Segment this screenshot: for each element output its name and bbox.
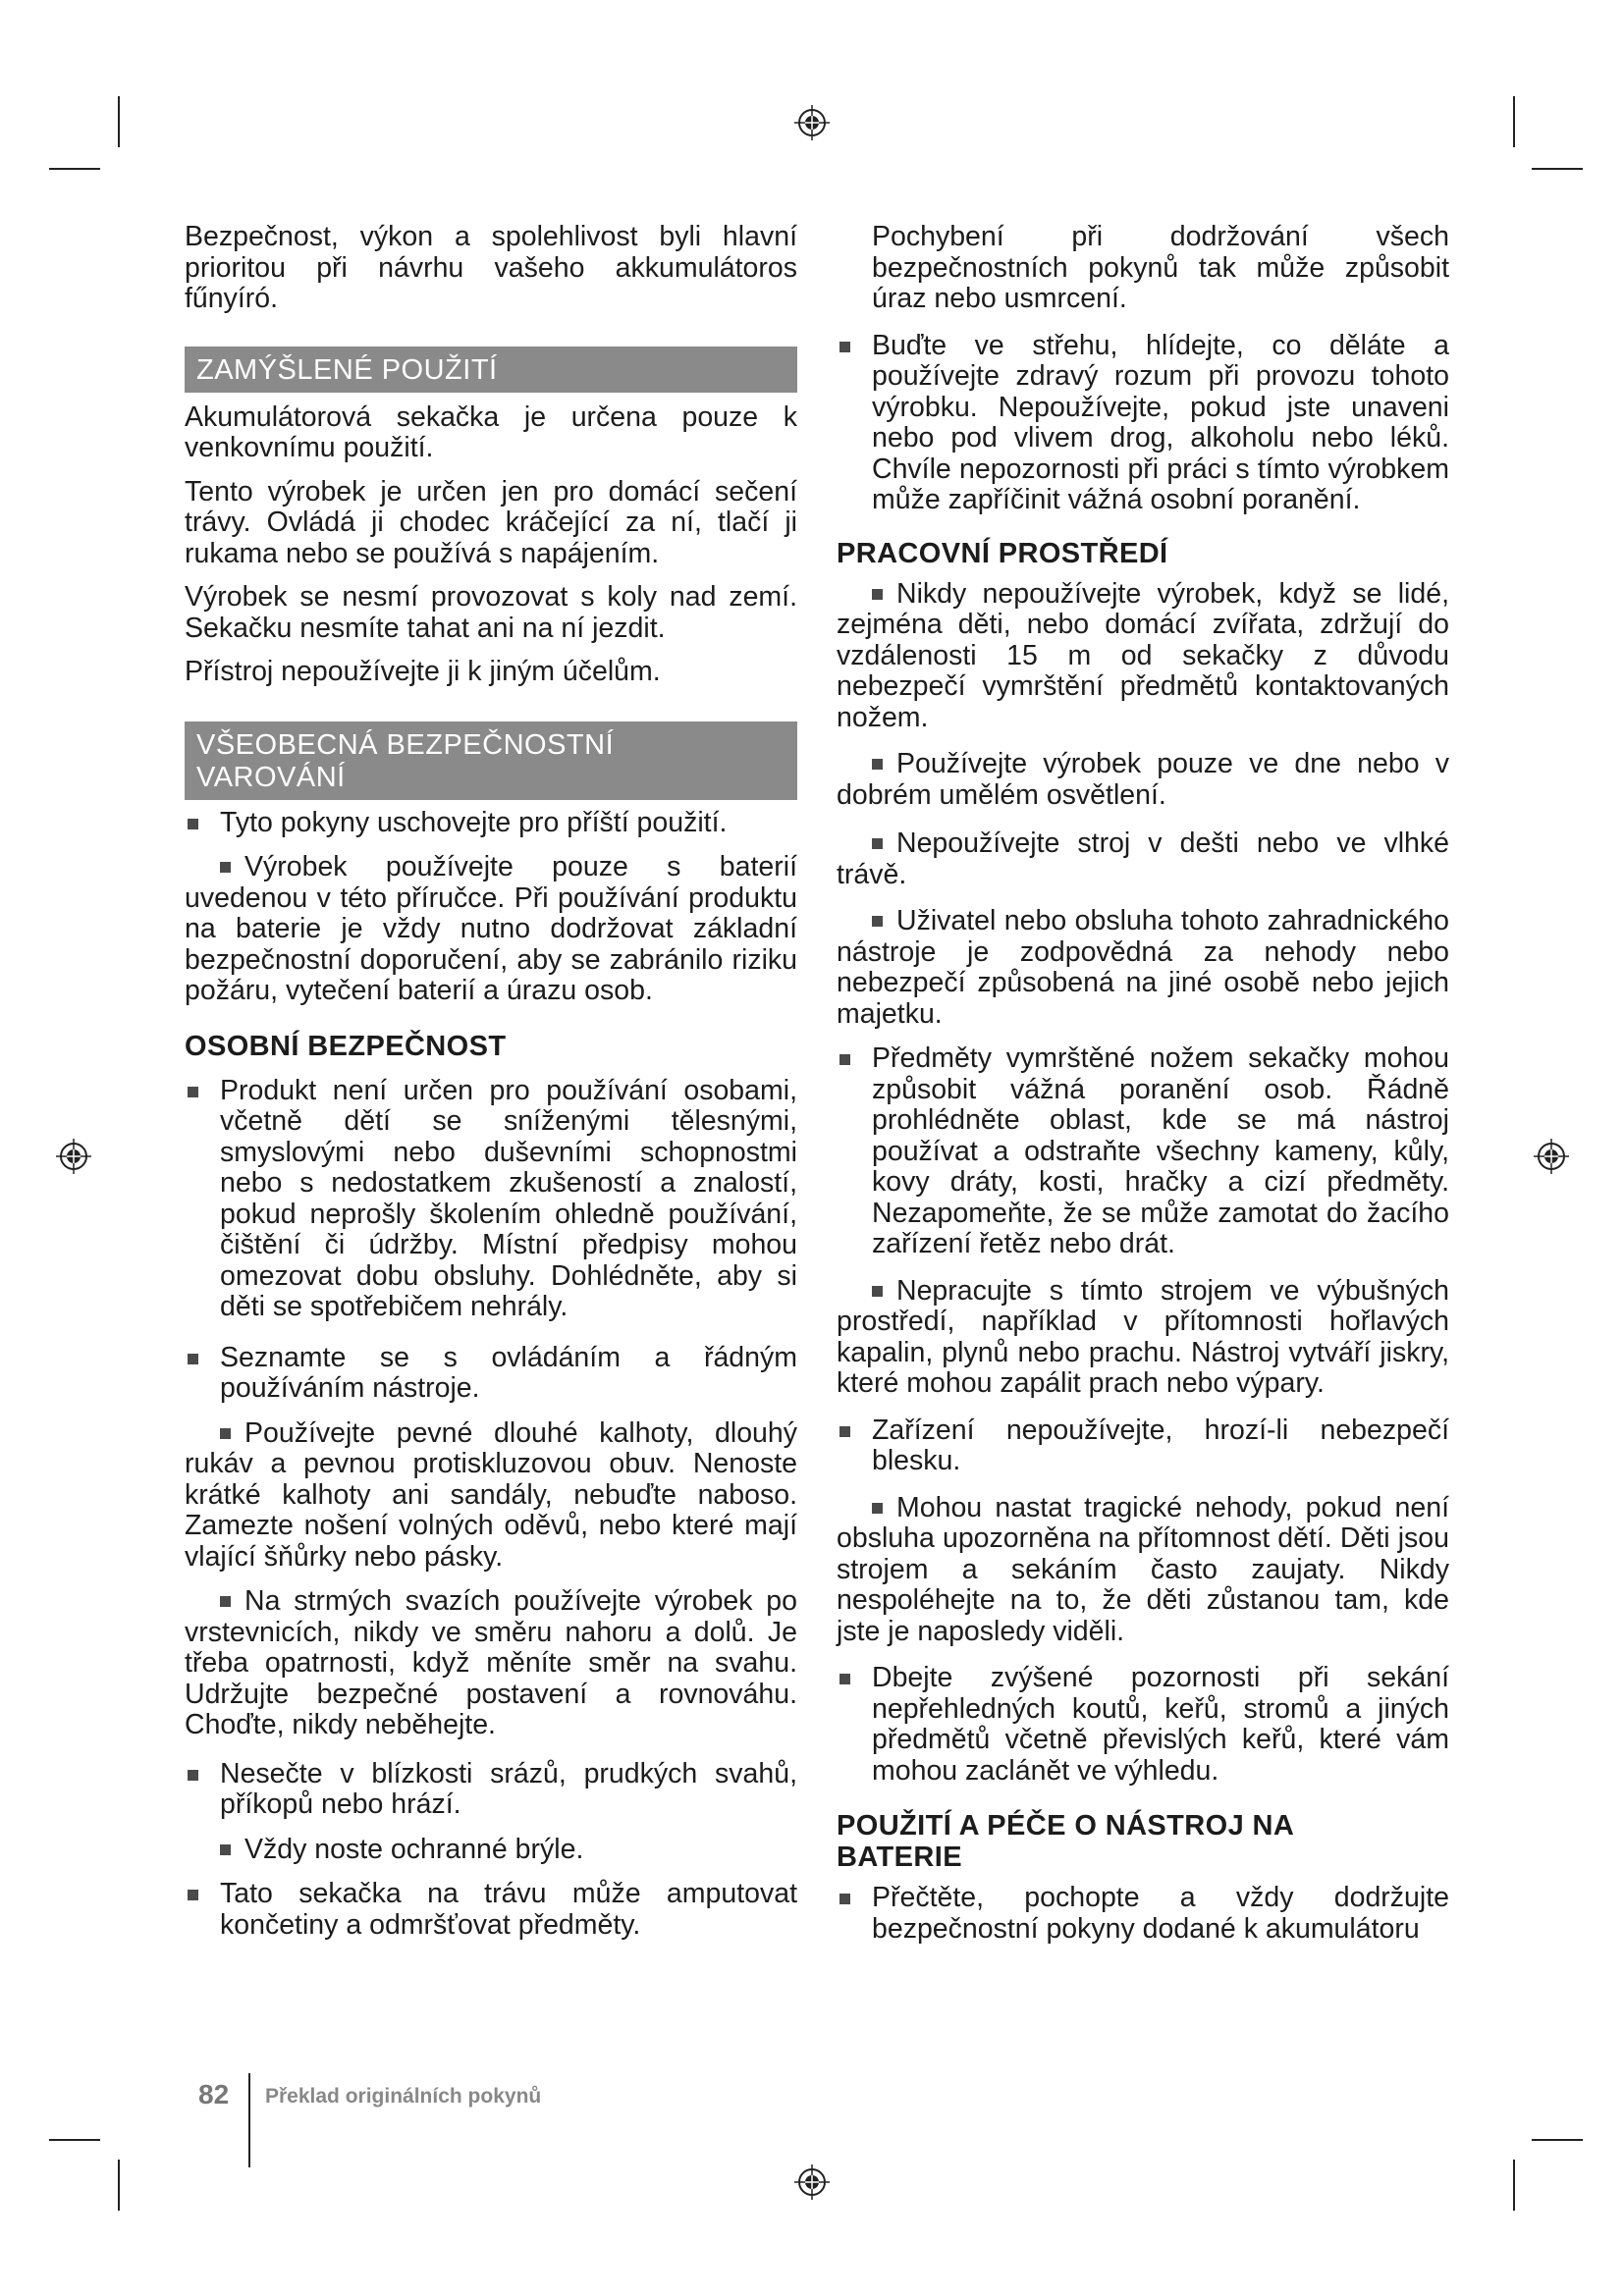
bullet-item (185, 1835, 797, 1866)
bullet-text: Mohou nastat tragické nehody, pokud není obsluha upozorněna na přítomnost dětí. Děti jsou strojem a sekáním často zaujaty. Nikdy nespoléhejte na to, že děti zůstanou tam, kde jste je naposledy viděli. (837, 1491, 1449, 1647)
bullet-item (185, 1586, 797, 1741)
bullet-item (837, 1883, 1449, 1945)
bullet-text: Buďte ve střehu, hlídejte, co děláte a používejte zdravý rozum při provozu tohoto výrobku. Nepoužívejte, pokud jste unaveni nebo pod vlivem drog, alkoholu nebo léků. Chvíle nepozornosti při práci s tímto výrobkem může zapříčinit vážná osobní poranění. (872, 329, 1449, 515)
bullet-square-icon (188, 1770, 198, 1781)
bullet-item (837, 749, 1449, 811)
registration-mark-icon (1532, 1137, 1571, 1176)
bullet-text: Seznamte se s ovládáním a řádným používáním nástroje. (220, 1341, 797, 1404)
section-title: POUŽITÍ A PÉČE O NÁSTROJ NA (837, 1810, 1295, 1842)
paragraph: Akumulátorová sekačka je určena pouze k venkovnímu použití. (185, 400, 797, 463)
bullet-item (837, 579, 1449, 734)
bullet-square-icon (839, 1894, 850, 1904)
section-title: ZAMÝŠLENÉ POUŽITÍ (196, 353, 498, 386)
bullet-item (837, 331, 1449, 516)
bullet-item (185, 1076, 797, 1323)
bullet-text: Nikdy nepoužívejte výrobek, když se lidé, zejména děti, nebo domácí zvířata, zdržují do vzdálenosti 15 m od sekačky z důvodu nebezpečí vymrštění předmětů kontaktovaných nožem. (837, 577, 1449, 733)
intro-paragraph: Bezpečnost, výkon a spolehlivost byli hlavní prioritou při návrhu vašeho akkumulátoros fűnyíró. (185, 221, 797, 314)
bullet-text: Uživatel nebo obsluha tohoto zahradnického nástroje je zodpovědná za nehody nebo nebezpečí způsobená na jiné osobě nebo jejich majetku. (837, 905, 1449, 1030)
bullet-square-icon (188, 819, 198, 829)
bullet-text: Předměty vymrštěné nožem sekačky mohou způsobit vážná poranění osob. Řádně prohlédněte oblast, kde se má nástroj používat a odstraňte všechny kameny, kůly, kovy dráty, kosti, hračky a cizí předměty. Nezapomeňte, že se může zamotat do žacího zařízení řetěz nebo drát. (872, 1042, 1449, 1259)
bullet-square-icon (872, 1503, 883, 1514)
paragraph: Tento výrobek je určen jen pro domácí sečení trávy. Ovládá ji chodec kráčející za ní, tlačí ji rukama nebo se používá s napájením. (185, 475, 797, 569)
bullet-text: Dbejte zvýšené pozornosti při sekání nepřehledných koutů, keřů, stromů a jiných předmětů včetně převislých keřů, které vám mohou zaclánět ve výhledu. (872, 1662, 1449, 1787)
registration-mark-icon (792, 2163, 832, 2202)
bullet-item (837, 1493, 1449, 1648)
bullet-text: Výrobek používejte pouze s baterií uvedenou v této příručce. Při používání produktu na baterie je vždy nutno dodržovat základní bezpečnostní doporučení, aby se zabránilo riziku požáru, vytečení baterií a úrazu osob. (185, 851, 797, 1006)
bullet-square-icon (220, 1596, 231, 1607)
crop-mark (118, 2160, 120, 2211)
bullet-square-icon (220, 862, 231, 873)
bullet-square-icon (220, 1428, 231, 1439)
bullet-text: Přečtěte, pochopte a vždy dodržujte bezpečnostní pokyny dodané k akumulátoru (872, 1882, 1449, 1945)
paragraph: Pochybení při dodržování všech bezpečnostních pokynů tak může způsobit úraz nebo usmrcení. (872, 221, 1449, 314)
bullet-item (837, 1043, 1449, 1260)
crop-mark (49, 2139, 100, 2141)
crop-mark (1532, 2139, 1583, 2141)
bullet-square-icon (839, 342, 850, 352)
bullet-item (185, 1759, 797, 1821)
footer-text: Překlad originálních pokynů (265, 2085, 542, 2108)
bullet-square-icon (839, 1674, 850, 1684)
paragraph: Přístroj nepoužívejte ji k jiným účelům. (185, 656, 661, 687)
section-banner-intended-use (185, 347, 797, 393)
bullet-item (837, 1276, 1449, 1400)
bullet-item (185, 808, 797, 839)
bullet-item (185, 852, 797, 1007)
bullet-square-icon (839, 1426, 850, 1437)
bullet-square-icon (220, 1844, 231, 1855)
crop-mark (118, 96, 120, 147)
bullet-text: Nepracujte s tímto strojem ve výbušných prostředí, například v přítomnosti hořlavých kapalin, plynů nebo prachu. Nástroj vytváří jiskry, které mohou zapálit prach nebo výpary. (837, 1274, 1449, 1399)
bullet-item (185, 1343, 797, 1405)
page-number: 82 (198, 2079, 230, 2109)
paragraph: Výrobek se nesmí provozovat s koly nad zemí. Sekačku nesmíte tahat ani na ní jezdit. (185, 581, 797, 644)
bullet-text: Tato sekačka na trávu může amputovat končetiny a odmršťovat předměty. (220, 1878, 797, 1941)
bullet-text: Používejte pevné dlouhé kalhoty, dlouhý rukáv a pevnou protiskluzovou obuv. Nenoste krátké kalhoty ani sandály, nebuďte naboso. Zamezte nošení volných oděvů, nebo které mají vlající šňůrky nebo pásky. (185, 1416, 797, 1573)
bullet-text: Používejte výrobek pouze ve dne nebo v dobrém umělém osvětlení. (837, 748, 1449, 811)
bullet-item (837, 1663, 1449, 1787)
bullet-text: Zařízení nepoužívejte, hrozí-li nebezpečí blesku. (872, 1414, 1449, 1476)
section-heading-personal-safety: OSOBNÍ BEZPEČNOST (185, 1030, 507, 1062)
section-title: BATERIE (837, 1842, 962, 1873)
bullet-text: Produkt není určen pro používání osobami, včetně dětí se sníženými tělesnými, smyslovými nebo duševními schopnostmi nebo s nedostatkem zkušeností a znalostí, pokud neprošly školením ohledně používání, čištění či údržby. Místní předpisy mohou omezovat dobu obsluhy. Dohlédněte, aby si děti se spotřebičem nehrály. (220, 1074, 797, 1322)
section-title: VŠEOBECNÁ BEZPEČNOSTNÍ (196, 728, 615, 761)
crop-mark (49, 168, 100, 170)
bullet-item (185, 1879, 797, 1941)
bullet-item (837, 1415, 1449, 1477)
bullet-square-icon (872, 589, 883, 600)
registration-mark-icon (54, 1137, 93, 1176)
bullet-square-icon (839, 1054, 850, 1065)
section-heading-work-environment: PRACOVNÍ PROSTŘEDÍ (837, 537, 1168, 569)
bullet-text: Nesečte v blízkosti srázů, prudkých svahů, příkopů nebo hrází. (220, 1757, 797, 1820)
section-heading-battery-tool (837, 1810, 1449, 1873)
bullet-square-icon (188, 1354, 198, 1364)
bullet-text: Nepoužívejte stroj v dešti nebo ve vlhké trávě. (837, 828, 1449, 890)
bullet-item (185, 1418, 797, 1574)
bullet-square-icon (188, 1890, 198, 1900)
bullet-square-icon (872, 838, 883, 849)
footer-divider (248, 2073, 250, 2167)
bullet-text: Na strmých svazích používejte výrobek po vrstevnicích, nikdy ve směru nahoru a dolů. Je třeba opatrnosti, když měníte směr na svahu. Udržujte bezpečné postavení a rovnováhu. Choďte, nikdy neběhejte. (185, 1585, 797, 1740)
right-column (837, 222, 1449, 1945)
bullet-item (837, 906, 1449, 1030)
crop-mark (1513, 2160, 1515, 2211)
left-column (185, 222, 797, 1941)
crop-mark (1532, 168, 1583, 170)
section-title: VAROVÁNÍ (196, 761, 346, 793)
bullet-text: Tyto pokyny uschovejte pro příští použití. (220, 806, 728, 838)
bullet-text: Vždy noste ochranné brýle. (244, 1833, 584, 1865)
bullet-square-icon (872, 759, 883, 770)
section-banner-general-safety (185, 721, 797, 800)
bullet-square-icon (872, 1286, 883, 1297)
bullet-square-icon (872, 916, 883, 927)
crop-mark (1513, 96, 1515, 147)
registration-mark-icon (792, 103, 832, 142)
bullet-item (837, 828, 1449, 890)
bullet-square-icon (188, 1087, 198, 1097)
